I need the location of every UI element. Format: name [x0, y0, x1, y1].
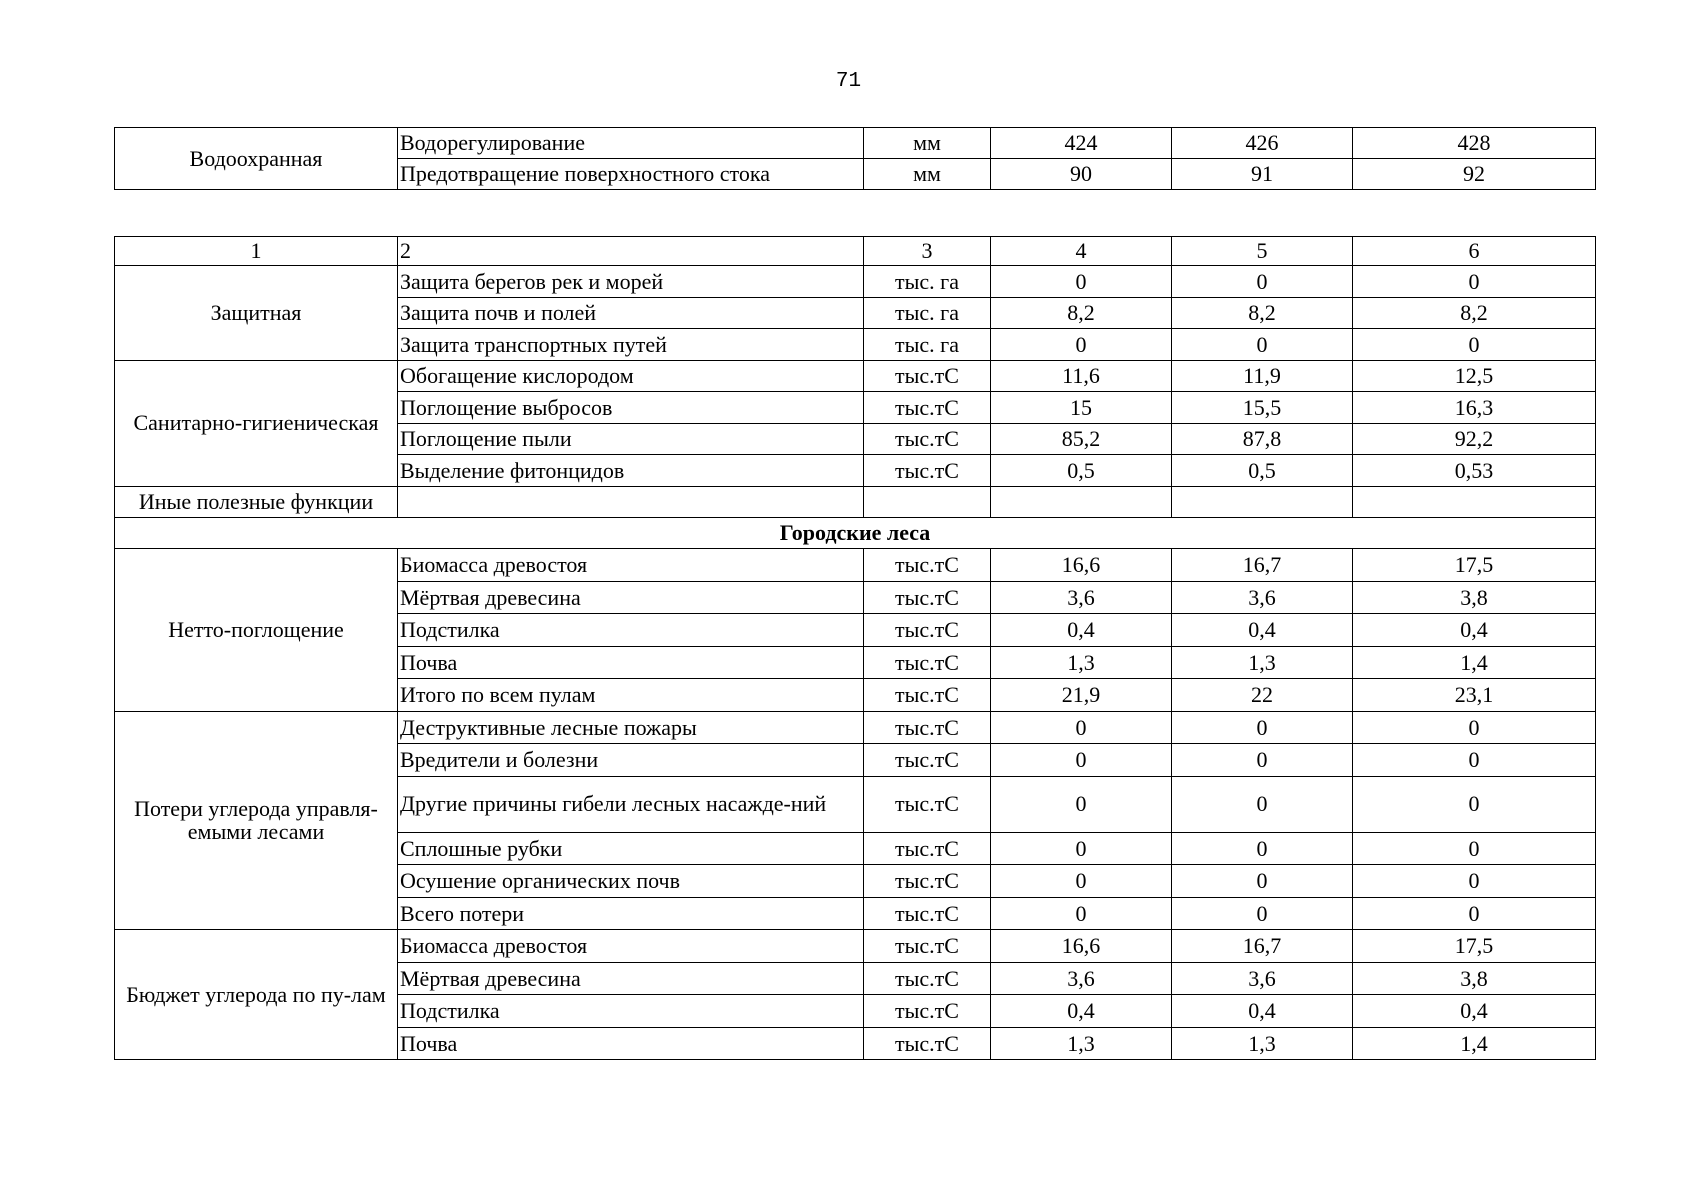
value-cell-col5: 0 [1172, 832, 1353, 865]
value-cell-col4: 11,6 [991, 360, 1172, 392]
value-cell-col5: 0 [1172, 266, 1353, 298]
indicator-cell: Итого по всем пулам [398, 679, 864, 712]
unit-cell: тыс.тС [864, 744, 991, 777]
value-cell-col4: 16,6 [991, 549, 1172, 582]
group-name-cell: Санитарно-гигиеническая [115, 360, 398, 486]
indicator-cell: Вредители и болезни [398, 744, 864, 777]
value-cell-col5: 0 [1172, 776, 1353, 832]
unit-cell: тыс.тС [864, 614, 991, 647]
value-cell-col4: 0 [991, 744, 1172, 777]
value-cell-col6: 1,4 [1353, 646, 1596, 679]
value-cell-col6: 17,5 [1353, 549, 1596, 582]
value-cell-col5: 0 [1172, 329, 1353, 361]
unit-cell: тыс.тС [864, 930, 991, 963]
indicator-cell: Защита почв и полей [398, 297, 864, 329]
group-name-cell: Потери углерода управля-емыми лесами [115, 711, 398, 930]
value-cell-col4: 0 [991, 329, 1172, 361]
unit-cell: тыс.тС [864, 392, 991, 424]
value-cell-col5 [1172, 486, 1353, 518]
value-cell-col6 [1353, 486, 1596, 518]
value-cell-col5: 91 [1172, 159, 1353, 190]
indicator-cell: Почва [398, 1027, 864, 1060]
value-cell-col6: 0 [1353, 744, 1596, 777]
value-cell-col6: 92,2 [1353, 423, 1596, 455]
value-cell-col5: 11,9 [1172, 360, 1353, 392]
value-cell-col4: 0,5 [991, 455, 1172, 487]
water-protection-table [114, 127, 1596, 190]
value-cell-col5: 1,3 [1172, 646, 1353, 679]
indicator-cell: Предотвращение поверхностного стока [398, 159, 864, 190]
group-name-cell: Водоохранная [115, 128, 398, 190]
unit-cell: мм [864, 128, 991, 159]
indicator-cell: Водорегулирование [398, 128, 864, 159]
unit-cell: тыс.тС [864, 581, 991, 614]
indicator-cell: Поглощение выбросов [398, 392, 864, 424]
group-name-cell: Нетто-поглощение [115, 549, 398, 712]
value-cell-col6: 8,2 [1353, 297, 1596, 329]
value-cell-col5: 8,2 [1172, 297, 1353, 329]
value-cell-col4: 0 [991, 865, 1172, 898]
value-cell-col6: 23,1 [1353, 679, 1596, 712]
unit-cell: мм [864, 159, 991, 190]
indicator-cell: Другие причины гибели лесных насажде-ний [398, 776, 864, 832]
unit-cell: тыс.тС [864, 423, 991, 455]
value-cell-col4: 424 [991, 128, 1172, 159]
value-cell-col4: 0 [991, 711, 1172, 744]
unit-cell: тыс. га [864, 297, 991, 329]
group-name-cell: Иные полезные функции [115, 486, 398, 518]
group-name-cell: Бюджет углерода по пу-лам [115, 930, 398, 1060]
unit-cell: тыс.тС [864, 865, 991, 898]
forest-functions-table [114, 236, 1596, 1060]
unit-cell: тыс.тС [864, 455, 991, 487]
value-cell-col6: 3,8 [1353, 581, 1596, 614]
value-cell-col5: 0,4 [1172, 614, 1353, 647]
value-cell-col4: 8,2 [991, 297, 1172, 329]
value-cell-col5: 0 [1172, 744, 1353, 777]
value-cell-col4: 15 [991, 392, 1172, 424]
value-cell-col5: 0 [1172, 865, 1353, 898]
value-cell-col6: 428 [1353, 128, 1596, 159]
unit-cell: тыс.тС [864, 549, 991, 582]
table-row [115, 711, 1596, 744]
indicator-cell [398, 486, 864, 518]
indicator-cell: Выделение фитонцидов [398, 455, 864, 487]
unit-cell: тыс.тС [864, 832, 991, 865]
value-cell-col6: 0 [1353, 329, 1596, 361]
value-cell-col4 [991, 486, 1172, 518]
table-row [115, 486, 1596, 518]
unit-cell: тыс.тС [864, 1027, 991, 1060]
indicator-cell: Мёртвая древесина [398, 962, 864, 995]
column-number-cell: 1 [115, 237, 398, 266]
value-cell-col6: 16,3 [1353, 392, 1596, 424]
table-row [115, 549, 1596, 582]
value-cell-col4: 3,6 [991, 962, 1172, 995]
value-cell-col6: 3,8 [1353, 962, 1596, 995]
indicator-cell: Биомасса древостоя [398, 549, 864, 582]
value-cell-col6: 0 [1353, 776, 1596, 832]
indicator-cell: Осушение органических почв [398, 865, 864, 898]
unit-cell: тыс.тС [864, 711, 991, 744]
indicator-cell: Защита берегов рек и морей [398, 266, 864, 298]
table-row [115, 930, 1596, 963]
indicator-cell: Обогащение кислородом [398, 360, 864, 392]
indicator-cell: Подстилка [398, 614, 864, 647]
value-cell-col6: 0 [1353, 266, 1596, 298]
indicator-cell: Деструктивные лесные пожары [398, 711, 864, 744]
value-cell-col4: 1,3 [991, 646, 1172, 679]
value-cell-col4: 0 [991, 897, 1172, 930]
value-cell-col6: 0 [1353, 897, 1596, 930]
unit-cell: тыс.тС [864, 995, 991, 1028]
value-cell-col4: 16,6 [991, 930, 1172, 963]
value-cell-col4: 0 [991, 776, 1172, 832]
value-cell-col5: 0,5 [1172, 455, 1353, 487]
column-number-cell: 4 [991, 237, 1172, 266]
value-cell-col6: 92 [1353, 159, 1596, 190]
value-cell-col4: 1,3 [991, 1027, 1172, 1060]
value-cell-col5: 0 [1172, 897, 1353, 930]
value-cell-col5: 3,6 [1172, 962, 1353, 995]
group-name-cell: Защитная [115, 266, 398, 361]
value-cell-col5: 1,3 [1172, 1027, 1353, 1060]
value-cell-col5: 22 [1172, 679, 1353, 712]
value-cell-col6: 17,5 [1353, 930, 1596, 963]
value-cell-col5: 87,8 [1172, 423, 1353, 455]
value-cell-col5: 15,5 [1172, 392, 1353, 424]
value-cell-col4: 0,4 [991, 995, 1172, 1028]
table-row [115, 266, 1596, 298]
indicator-cell: Сплошные рубки [398, 832, 864, 865]
unit-cell: тыс. га [864, 266, 991, 298]
unit-cell: тыс.тС [864, 897, 991, 930]
column-number-row [115, 237, 1596, 266]
value-cell-col6: 1,4 [1353, 1027, 1596, 1060]
value-cell-col6: 0 [1353, 832, 1596, 865]
unit-cell [864, 486, 991, 518]
value-cell-col4: 3,6 [991, 581, 1172, 614]
indicator-cell: Почва [398, 646, 864, 679]
column-number-cell: 6 [1353, 237, 1596, 266]
indicator-cell: Биомасса древостоя [398, 930, 864, 963]
value-cell-col4: 21,9 [991, 679, 1172, 712]
value-cell-col4: 0 [991, 266, 1172, 298]
value-cell-col6: 0 [1353, 865, 1596, 898]
value-cell-col4: 85,2 [991, 423, 1172, 455]
unit-cell: тыс.тС [864, 776, 991, 832]
unit-cell: тыс.тС [864, 646, 991, 679]
value-cell-col5: 0 [1172, 711, 1353, 744]
unit-cell: тыс.тС [864, 679, 991, 712]
unit-cell: тыс.тС [864, 360, 991, 392]
unit-cell: тыс.тС [864, 962, 991, 995]
value-cell-col5: 3,6 [1172, 581, 1353, 614]
value-cell-col6: 0,53 [1353, 455, 1596, 487]
column-number-cell: 2 [398, 237, 864, 266]
page-number: 71 [835, 70, 862, 93]
indicator-cell: Поглощение пыли [398, 423, 864, 455]
section-title-row [115, 518, 1596, 549]
value-cell-col5: 0,4 [1172, 995, 1353, 1028]
column-number-cell: 5 [1172, 237, 1353, 266]
value-cell-col5: 16,7 [1172, 930, 1353, 963]
value-cell-col4: 0 [991, 832, 1172, 865]
column-number-cell: 3 [864, 237, 991, 266]
indicator-cell: Защита транспортных путей [398, 329, 864, 361]
value-cell-col5: 16,7 [1172, 549, 1353, 582]
unit-cell: тыс. га [864, 329, 991, 361]
table-row [115, 360, 1596, 392]
value-cell-col6: 0 [1353, 711, 1596, 744]
value-cell-col6: 0,4 [1353, 614, 1596, 647]
indicator-cell: Подстилка [398, 995, 864, 1028]
indicator-cell: Мёртвая древесина [398, 581, 864, 614]
value-cell-col5: 426 [1172, 128, 1353, 159]
value-cell-col4: 0,4 [991, 614, 1172, 647]
value-cell-col6: 12,5 [1353, 360, 1596, 392]
value-cell-col6: 0,4 [1353, 995, 1596, 1028]
value-cell-col4: 90 [991, 159, 1172, 190]
indicator-cell: Всего потери [398, 897, 864, 930]
section-title: Городские леса [115, 518, 1596, 549]
table-row [115, 128, 1596, 159]
